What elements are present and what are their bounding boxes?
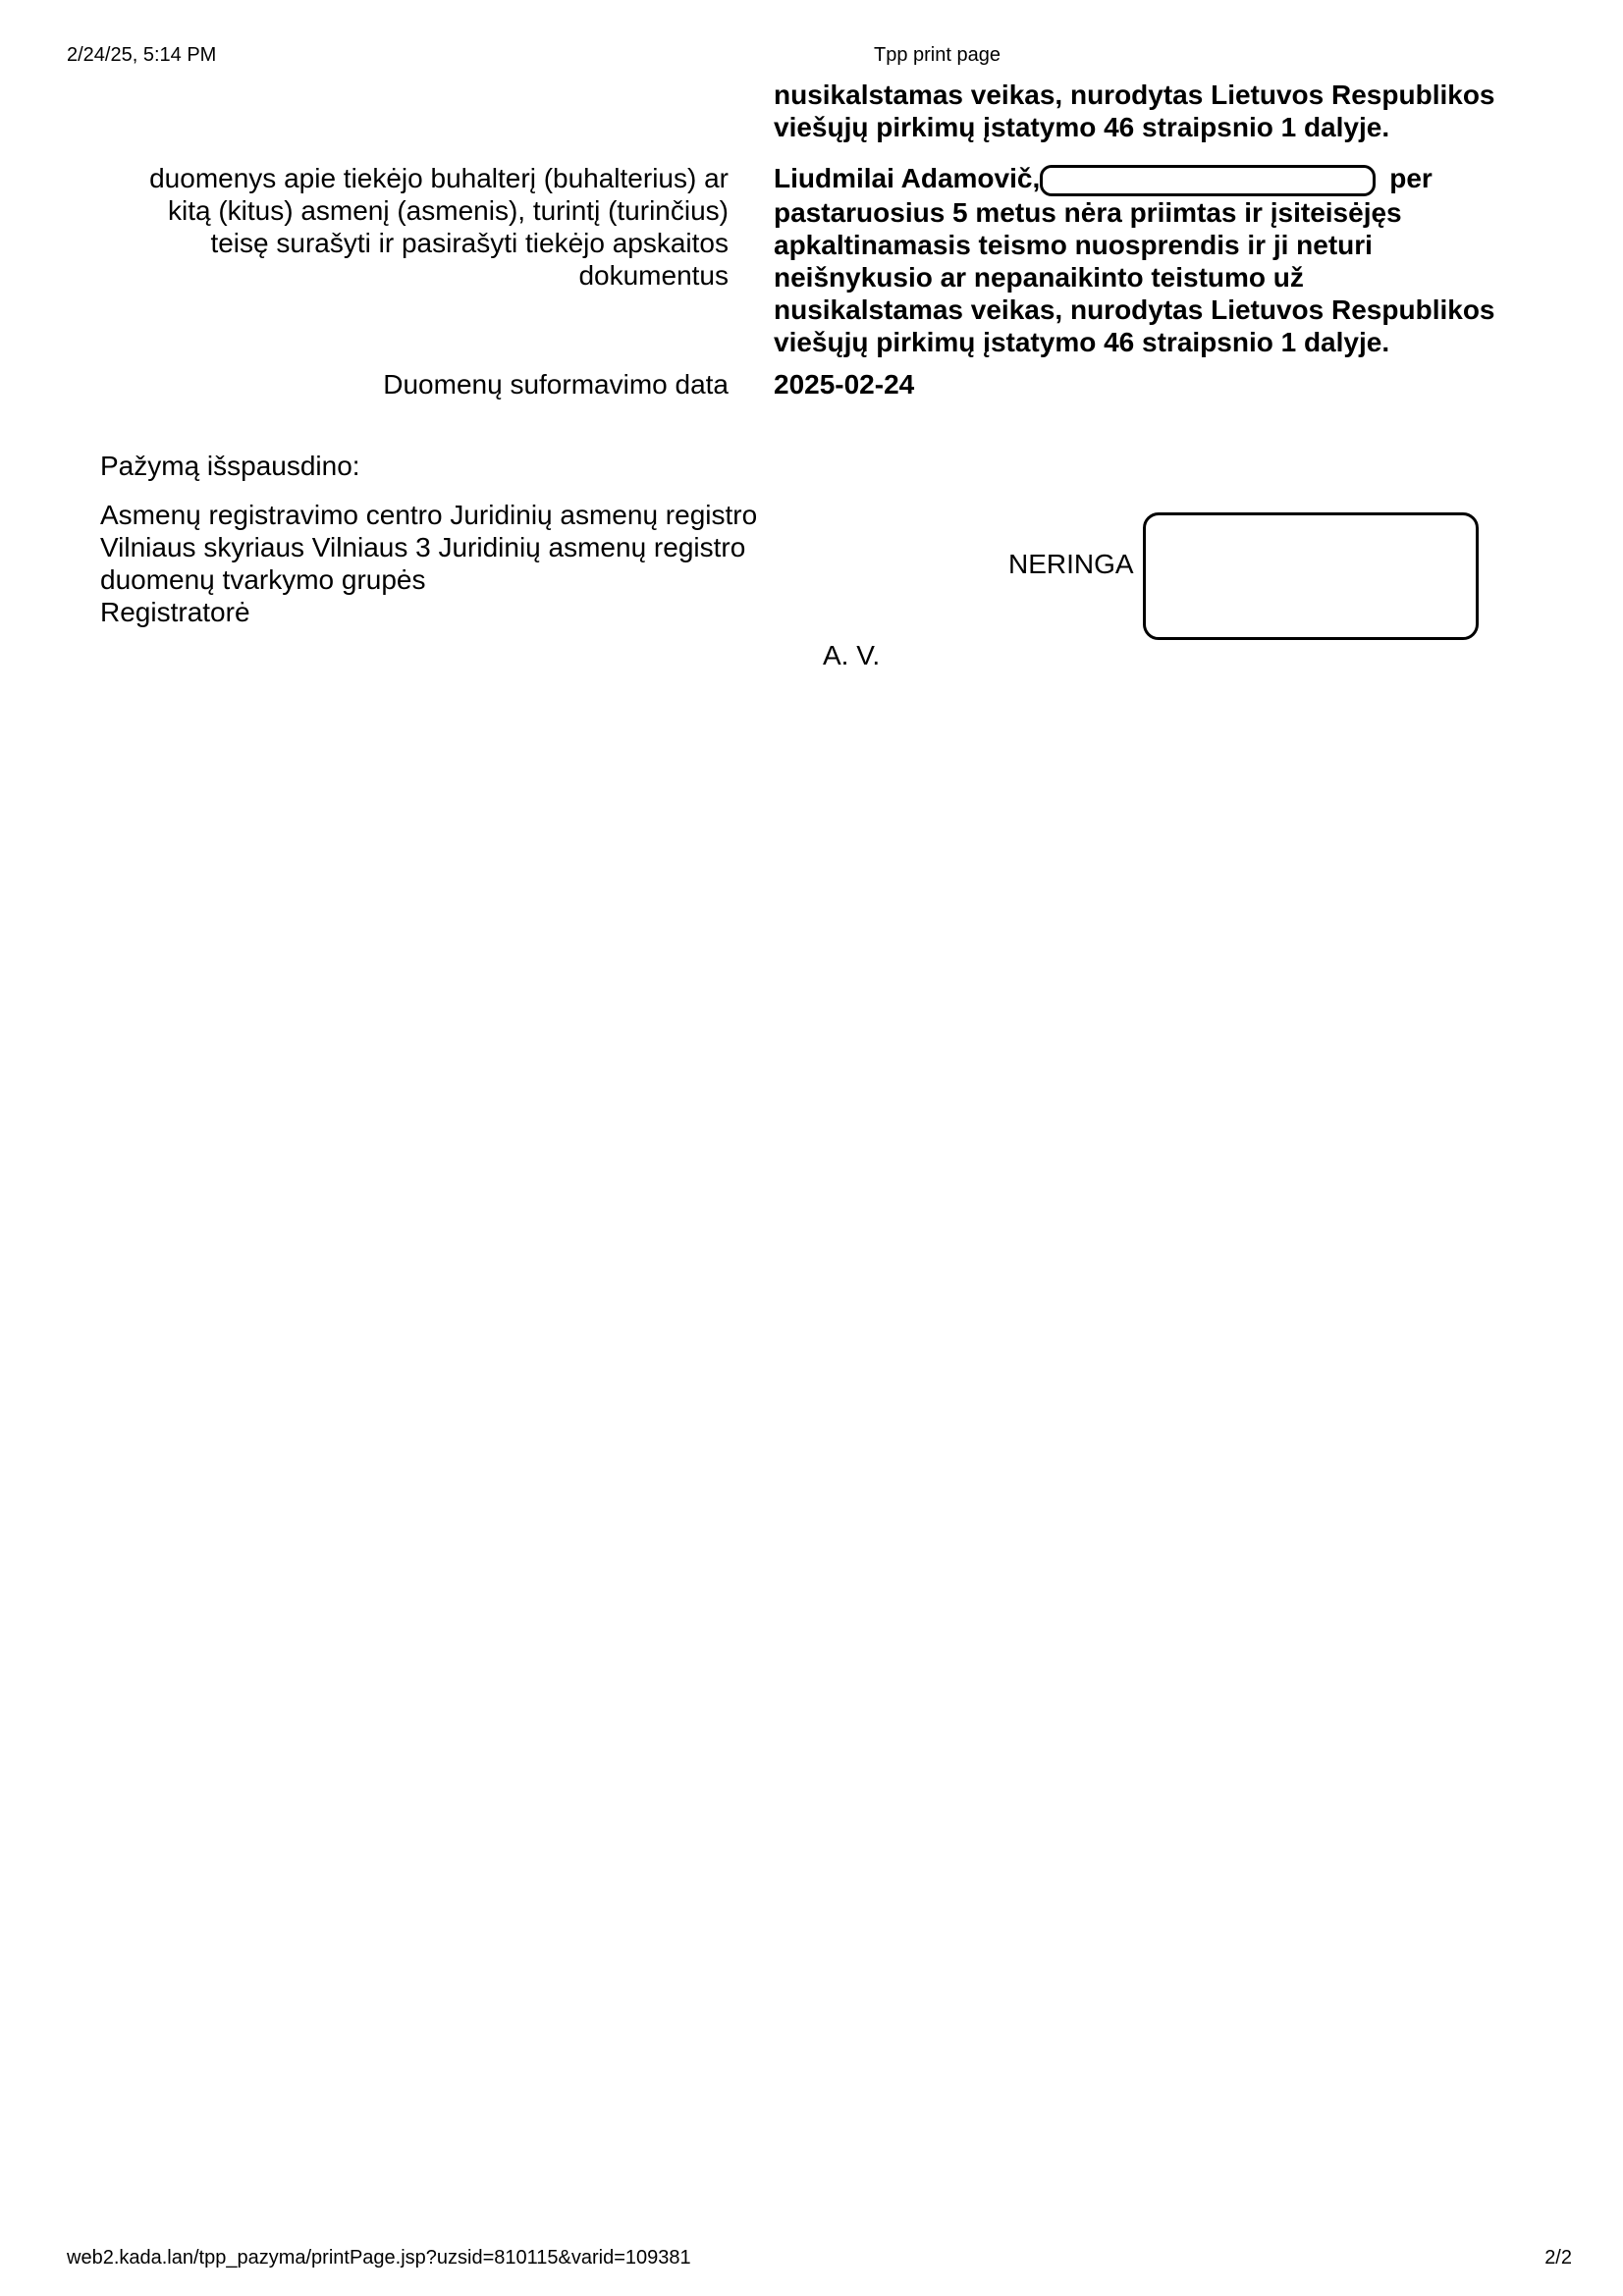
page-title: Tpp print page — [874, 44, 1001, 66]
formation-date-value: 2025-02-24 — [774, 369, 915, 400]
value-line: viešųjų pirkimų įstatymo 46 straipsnio 1 dalyje. — [774, 326, 1390, 357]
org-line: Registratorė — [100, 597, 250, 627]
continuation-line: viešųjų pirkimų įstatymo 46 straipsnio 1 dalyje. — [774, 112, 1390, 142]
org-line: Asmenų registravimo centro Juridinių asmenų registro — [100, 500, 758, 530]
label-line: dokumentus — [578, 260, 729, 291]
footer-url: web2.kada.lan/tpp_pazyma/printPage.jsp?uzsid=810115&varid=109381 — [67, 2247, 691, 2269]
label-line: kitą (kitus) asmenį (asmenis), turintį (turinčius) — [167, 195, 729, 226]
stamp-mark: A. V. — [823, 640, 881, 670]
org-line: duomenų tvarkymo grupės — [100, 564, 426, 595]
accountant-value — [774, 162, 1495, 358]
redaction-box — [1040, 165, 1376, 196]
label-line: teisę surašyti ir pasirašyti tiekėjo apskaitos — [210, 228, 729, 258]
formation-date-label: Duomenų suformavimo data — [383, 369, 729, 400]
continuation-value — [774, 79, 1495, 143]
print-datetime: 2/24/25, 5:14 PM — [67, 44, 217, 66]
accountant-label — [149, 162, 729, 292]
value-line: neišnykusio ar nepanaikinto teistumo už — [774, 261, 1304, 293]
value-line: apkaltinamasis teismo nuosprendis ir ji neturi — [774, 229, 1373, 260]
registrar-name: NERINGA — [1008, 549, 1134, 579]
label-line: duomenys apie tiekėjo buhalterį (buhalterius) ar — [149, 163, 729, 193]
accountant-after-redaction: per — [1389, 163, 1433, 193]
value-line: pastaruosius 5 metus nėra priimtas ir įsiteisėjęs — [774, 196, 1402, 228]
org-line: Vilniaus skyriaus Vilniaus 3 Juridinių asmenų registro — [100, 532, 746, 562]
accountant-name: Liudmilai Adamovič, — [774, 163, 1041, 193]
value-line: nusikalstamas veikas, nurodytas Lietuvos Respublikos — [774, 294, 1495, 325]
printed-by-organization — [100, 499, 757, 628]
redaction-box — [1143, 512, 1479, 640]
printed-by-heading: Pažymą išspausdino: — [100, 451, 360, 481]
page-number: 2/2 — [1544, 2247, 1572, 2269]
continuation-line: nusikalstamas veikas, nurodytas Lietuvos Respublikos — [774, 80, 1495, 110]
